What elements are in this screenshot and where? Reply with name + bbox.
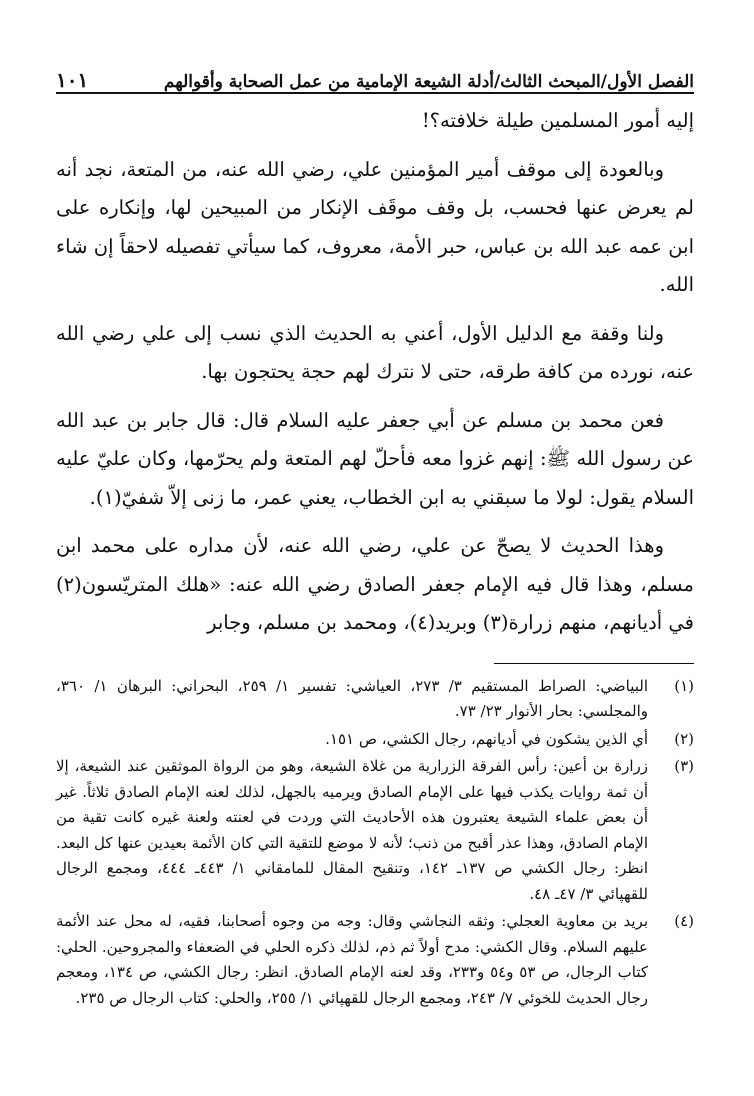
footnote-number: (٢)	[674, 729, 694, 748]
paragraph-3: ولنا وقفة مع الدليل الأول، أعني به الحديث الذي نسب إلى علي رضي الله عنه، نورده من كافة طرقه، حتى لا نترك لهم حجة يحتجون بها.	[56, 321, 694, 383]
footnote-3	[56, 754, 694, 907]
paragraph-1: إليه أمور المسلمين طيلة خلافته؟!	[421, 109, 694, 132]
main-text	[56, 102, 694, 643]
footnote-2	[56, 727, 694, 753]
footnote-number: (٤)	[674, 912, 694, 930]
paragraph-4: فعن محمد بن مسلم عن أبي جعفر عليه السلام قال: قال جابر بن عبد الله عن رسول الله ﷺ: إنهم غزوا معه فأحلّ لهم المتعة ولم يحرّمها، وكان عليّ عليه السلام يقول: لولا ما سبقني به ابن الخطاب، يعني عمر، ما زنى إلاّ شفيّ(١).	[56, 408, 694, 509]
book-page	[56, 58, 694, 1072]
footnote-text: بريد بن معاوية العجلي: وثقه النجاشي وقال: وجه من وجوه أصحابنا، فقيه، له محل عند الأئمة عليهم السلام. وقال الكشي: مدح أولاً ثم ذم، لذلك ذكره الحلي في الضعفاء والمجروحين. الحلي: كتاب الرجال، ص ٥٣ و٥٤ و٢٣٣، وقد لعنه الإمام الصادق. انظر: رجال الكشي، ص ١٣٤، ومعجم رجال الحديث للخوئي ٧/ ٢٤٣، ومجمع الرجال للقهپائي ١/ ٢٥٥، والحلي: كتاب الرجال ص ٢٣٥.	[56, 912, 649, 1007]
footnote-number: (٣)	[674, 757, 694, 775]
footnotes	[56, 674, 694, 1012]
paragraph-5: وهذا الحديث لا يصحّ عن علي، رضي الله عنه، لأن مداره على محمد ابن مسلم، وهذا قال فيه الإمام جعفر الصادق رضي الله عنه: «هلك المتريّسون(٢) في أديانهم، منهم زرارة(٣) وبريد(٤)، ومحمد بن مسلم، وجابر	[56, 534, 694, 634]
footnote-text: البياضي: الصراط المستقيم ٣/ ٢٧٣، العياشي: تفسير ١/ ٢٥٩، البحراني: البرهان ١/ ٣٦٠، والمجلسي: بحار الأنوار ٢٣/ ٧٣.	[56, 676, 649, 720]
header-title: الفصل الأول/المبحث الثالث/أدلة الشيعة الإمامية من عمل الصحابة وأقوالهم	[163, 72, 694, 92]
footnote-separator	[494, 663, 694, 664]
footnote-1	[56, 674, 694, 725]
footnote-text: زرارة بن أعين: رأس الفرقة الزرارية من غلاة الشيعة، وهو من الرواة الموثقين عند الشيعة، إلا أن ثمة روايات يكذب فيها على الإمام الصادق ويرميه بالجهل، لذلك لعنه الإمام الصادق ثلاثاً. غير أن بعض علماء الشيعة يعتبرون هذه الأحاديث التي وردت في لعنته ولعنة غيره كانت تقية من الإمام الصادق، وهذا عذر أقبح من ذنب؛ لأنه لا موضع للتقية التي كان الأئمة بعيدين عنها كل البعد. انظر: رجال الكشي ص ١٣٧ـ ١٤٢، وتنقيح المقال للمامقاني ١/ ٤٤٣ـ ٤٤٤، ومجمع الرجال للقهپائي ٣/ ٤٧ـ ٤٨.	[56, 757, 649, 903]
paragraph-2: وبالعودة إلى موقف أمير المؤمنين علي، رضي الله عنه، من المتعة، نجد أنه لم يعرض عنها فحسب، بل وقف موقَف الإنكار من المبيحين لها، وإنكاره على ابن عمه عبد الله بن عباس، حبر الأمة، معروف، كما سيأتي تفصيله لاحقاً إن شاء الله.	[56, 157, 694, 296]
running-header	[56, 58, 694, 94]
footnote-4	[56, 909, 694, 1011]
page-number: ١٠١	[56, 68, 89, 92]
footnote-number: (١)	[674, 676, 694, 695]
footnote-text: أي الذين يشكون في أديانهم، رجال الكشي، ص ١٥١.	[325, 729, 648, 748]
